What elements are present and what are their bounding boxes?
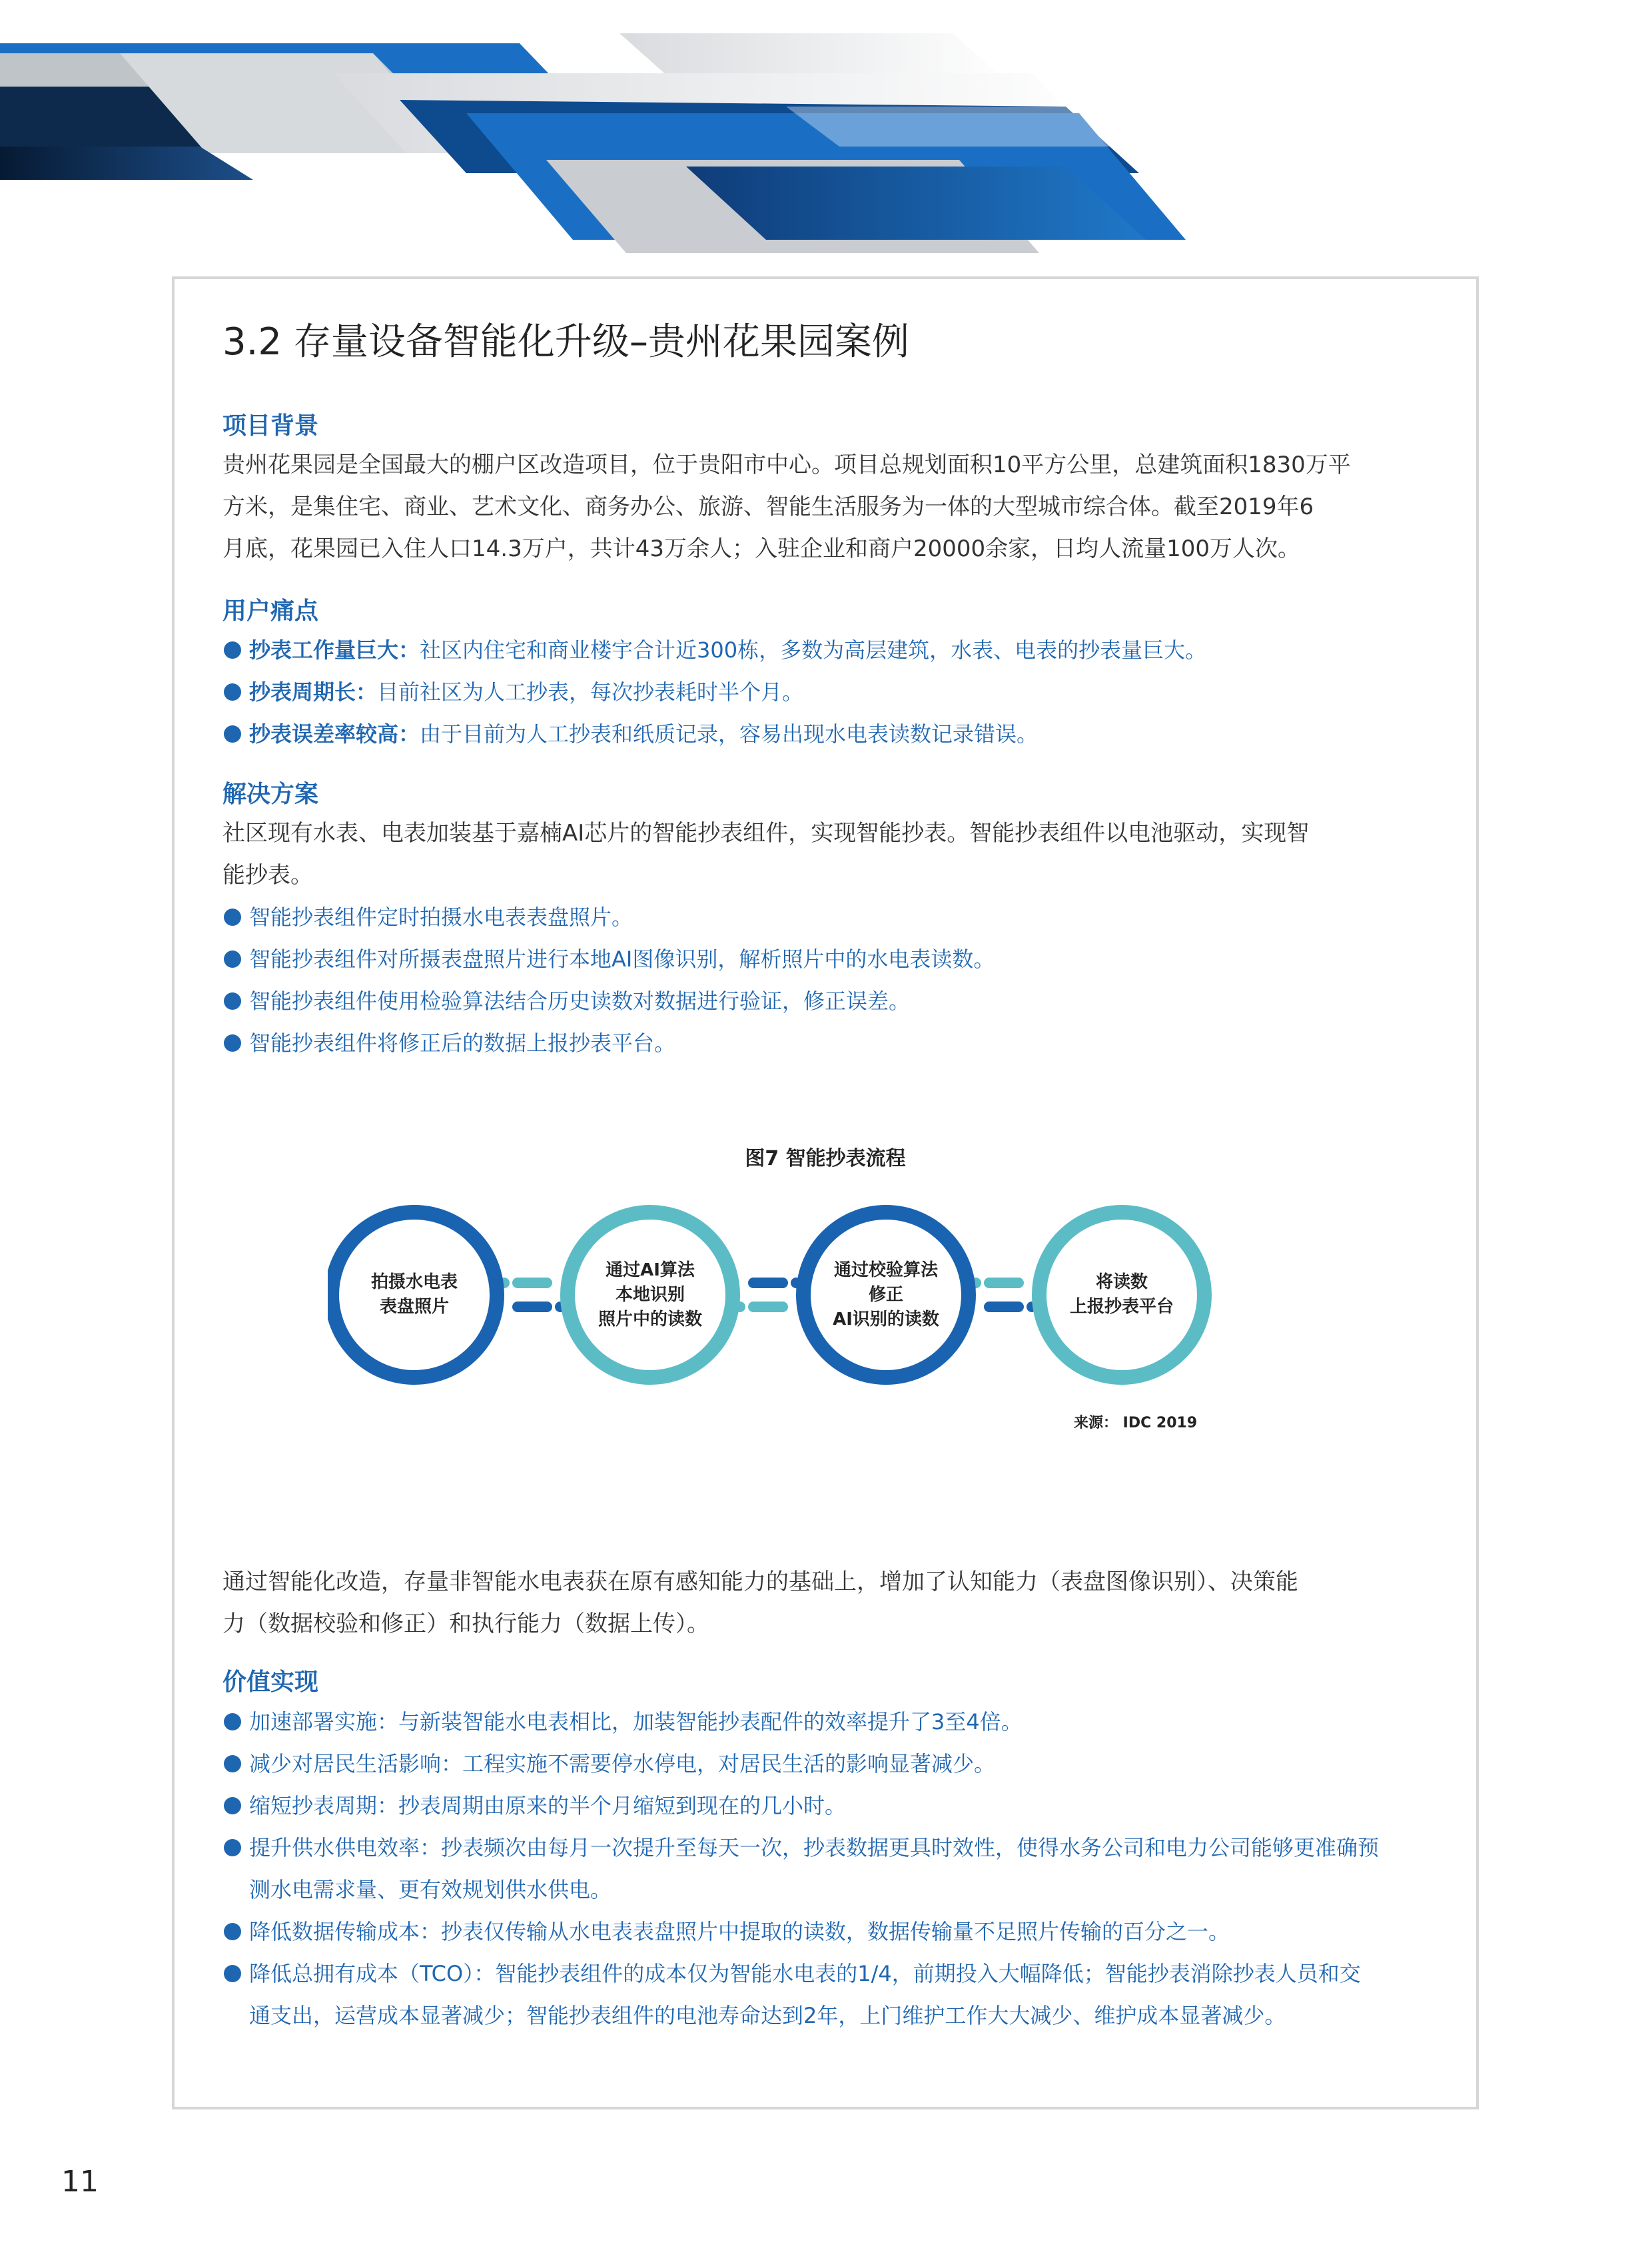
bullet-dot-icon (224, 909, 241, 926)
value-list (222, 1701, 1442, 2037)
bullet-dot-icon (224, 1839, 241, 1856)
step-text-line: AI识别的读数 (833, 1309, 939, 1329)
figure-source: 来源： IDC 2019 (1074, 1415, 1198, 1431)
step-text-line: 修正 (868, 1285, 903, 1305)
pain-points-list (222, 629, 1442, 755)
item-text: 降低数据传输成本：抄表仅传输从水电表表盘照片中提取的读数，数据传输量不足照片传输的百分之一。 (249, 1919, 1230, 1944)
page-title: 3.2 存量设备智能化升级–贵州花果园案例 (222, 320, 909, 364)
page-number: 11 (61, 2165, 99, 2199)
background-line: 月底，花果园已入住人口14.3万户，共计43万余人；入驻企业和商户20000余家，日均人流量100万人次。 (222, 536, 1301, 562)
list-item (222, 629, 1442, 671)
section-heading-background: 项目背景 (222, 412, 319, 440)
item-text: 缩短抄表周期：抄表周期由原来的半个月缩短到现在的几小时。 (249, 1793, 847, 1818)
background-line: 方米，是集住宅、商业、艺术文化、商务办公、旅游、智能生活服务为一体的大型城市综合体。截至2019年6 (222, 494, 1314, 520)
connector-2-3 (735, 1278, 801, 1312)
bullet-dot-icon (224, 1713, 241, 1730)
item-text: 加速部署实施：与新装智能水电表相比，加装智能抄表配件的效率提升了3至4倍。 (249, 1709, 1023, 1734)
connector-1-2 (499, 1278, 566, 1312)
connector-3-4 (971, 1278, 1037, 1312)
step-text-line: 表盘照片 (379, 1297, 449, 1317)
section-heading-value: 价值实现 (222, 1669, 319, 1696)
background-line: 贵州花果园是全国最大的棚户区改造项目，位于贵阳市中心。项目总规划面积10平方公里，总建筑面积1830万平 (222, 452, 1351, 478)
content-card (172, 276, 1479, 2109)
item-text: 减少对居民生活影响：工程实施不需要停水停电，对居民生活的影响显著减少。 (249, 1751, 996, 1776)
bullet-dot-icon (224, 950, 241, 968)
list-item (222, 938, 1442, 980)
step-text-line: 将读数 (1095, 1272, 1148, 1292)
step-text-line: 通过AI算法 (606, 1260, 695, 1280)
list-item (222, 1953, 1442, 1995)
item-text: 智能抄表组件对所摄表盘照片进行本地AI图像识别，解析照片中的水电表读数。 (249, 946, 995, 972)
list-item (222, 1743, 1442, 1785)
list-item-continuation: 通支出，运营成本显著减少；智能抄表组件的电池寿命达到2年，上门维护工作大大减少、维护成本显著减少。 (249, 2003, 1286, 2028)
step-text-line: 上报抄表平台 (1069, 1297, 1174, 1317)
solution-list (222, 897, 1442, 1064)
step-text-line: 通过校验算法 (833, 1260, 938, 1280)
item-label: 抄表工作量巨大： (249, 637, 420, 663)
list-item (222, 1022, 1442, 1064)
summary-line: 力（数据校验和修正）和执行能力（数据上传）。 (222, 1611, 709, 1637)
list-item-continuation: 测水电需求量、更有效规划供水供电。 (249, 1877, 612, 1902)
bullet-dot-icon (224, 1797, 241, 1814)
step-2-text (577, 1258, 723, 1332)
solution-line: 能抄表。 (222, 862, 313, 889)
step-4-text (1048, 1270, 1195, 1319)
step-3-text (813, 1258, 959, 1332)
step-1-text (341, 1270, 488, 1319)
item-text: 降低总拥有成本（TCO）：智能抄表组件的成本仅为智能水电表的1/4，前期投入大幅降低；智能抄表消除抄表人员和交 (249, 1961, 1361, 1986)
bullet-dot-icon (224, 992, 241, 1010)
bullet-dot-icon (224, 1755, 241, 1772)
item-text: 智能抄表组件定时拍摄水电表表盘照片。 (249, 905, 633, 930)
item-label: 抄表周期长： (249, 679, 378, 705)
list-item (222, 671, 1442, 713)
bullet-dot-icon (224, 1923, 241, 1940)
section-heading-pain-points: 用户痛点 (222, 597, 319, 625)
list-item (222, 897, 1442, 938)
list-item (222, 713, 1442, 755)
list-item (222, 980, 1442, 1022)
item-label: 抄表误差率较高： (249, 721, 420, 747)
step-text-line: 拍摄水电表 (370, 1272, 458, 1292)
flow-diagram (328, 1195, 1274, 1395)
list-item (222, 1911, 1442, 1953)
bullet-dot-icon (224, 683, 241, 701)
solution-paragraph (222, 813, 1442, 897)
background-paragraph (222, 444, 1442, 570)
item-text: 社区内住宅和商业楼宇合计近300栋，多数为高层建筑，水表、电表的抄表量巨大。 (420, 637, 1207, 663)
summary-line: 通过智能化改造，存量非智能水电表获在原有感知能力的基础上，增加了认知能力（表盘图像识别）、决策能 (222, 1569, 1298, 1595)
item-text: 提升供水供电效率：抄表频次由每月一次提升至每天一次，抄表数据更具时效性，使得水务公司和电力公司能够更准确预 (249, 1835, 1380, 1860)
bullet-dot-icon (224, 1965, 241, 1982)
header-banner-graphic (0, 0, 1199, 253)
bullet-dot-icon (224, 1034, 241, 1052)
list-item (222, 1701, 1442, 1743)
solution-line: 社区现有水表、电表加装基于嘉楠AI芯片的智能抄表组件，实现智能抄表。智能抄表组件以电池驱动，实现智 (222, 820, 1310, 847)
summary-paragraph (222, 1561, 1442, 1645)
list-item (222, 1785, 1442, 1827)
item-text: 智能抄表组件使用检验算法结合历史读数对数据进行验证，修正误差。 (249, 988, 911, 1014)
item-text: 目前社区为人工抄表，每次抄表耗时半个月。 (377, 679, 804, 705)
item-text: 由于目前为人工抄表和纸质记录，容易出现水电表读数记录错误。 (420, 721, 1038, 747)
section-heading-solution: 解决方案 (222, 781, 319, 808)
figure-title: 图7 智能抄表流程 (745, 1147, 906, 1170)
bullet-dot-icon (224, 641, 241, 659)
step-text-line: 本地识别 (615, 1285, 685, 1305)
list-item (222, 1827, 1442, 1869)
item-text: 智能抄表组件将修正后的数据上报抄表平台。 (249, 1030, 676, 1056)
step-text-line: 照片中的读数 (598, 1309, 702, 1329)
bullet-dot-icon (224, 725, 241, 743)
